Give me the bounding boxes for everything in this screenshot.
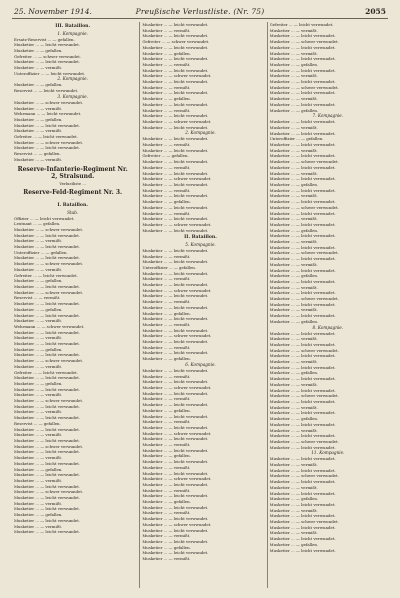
casualty-entry: Musketier ... — leicht verwundet. [269,233,336,239]
casualty-entry: Musketier ... — vermißt. [269,404,318,410]
casualty-entry: Musketier ... — leicht verwundet. [142,90,209,96]
casualty-entry: Gefreiter ... — leicht verwundet. [14,272,78,278]
casualty-entry: Gefreiter ... — schwer verwundet. [142,39,210,45]
casualty-entry: Musketier ... — schwer verwundet. [142,476,212,482]
casualty-entry: Musketier ... — schwer verwundet. [142,384,212,390]
casualty-entry: Musketier ... — leicht verwundet. [269,330,336,336]
casualty-entry: Musketier ... — gefallen. [14,306,63,312]
casualty-entry: Musketier ... — gefallen. [142,310,191,316]
casualty-entry: Musketier ... — leicht verwundet. [142,550,209,556]
casualty-entry: Musketier ... — leicht verwundet. [14,341,80,347]
casualty-entry: Musketier ... — leicht verwundet. [14,449,80,455]
casualty-entry: Musketier ... — gefallen. [142,96,191,102]
casualty-entry: Musketier ... — vermißt. [269,239,318,245]
casualty-entry: Unteroffizier ... — gefallen. [269,136,324,142]
casualty-entry: Musketier ... — leicht verwundet. [142,293,209,299]
casualty-entry: Musketier ... — vermißt. [269,427,318,433]
casualty-entry: Musketier ... — leicht verwundet. [14,517,80,523]
subsection-title: 1. Kompagnie. [57,30,88,36]
casualty-entry: Musketier ... — leicht verwundet. [14,403,80,409]
casualty-entry: Musketier ... — schwer verwundet. [269,204,339,210]
casualty-entry: Musketier ... — leicht verwundet. [142,447,209,453]
casualty-entry: Musketier ... — schwer verwundet. [14,289,84,295]
casualty-entry: Offizier ... — leicht verwundet. [14,215,75,221]
casualty-entry: Musketier ... — vermißt. [269,124,318,130]
casualty-entry: Musketier ... — leicht verwundet. [269,513,336,519]
casualty-entry: Musketier ... — gefallen. [269,541,319,547]
casualty-entry: Musketier ... — leicht verwundet. [14,59,80,65]
subsection-title: 6. Kompagnie. [185,361,216,367]
casualty-entry: Musketier ... — schwer verwundet. [14,261,84,267]
casualty-entry: Musketier ... — leicht verwundet. [142,436,209,442]
casualty-entry: Musketier ... — leicht verwundet. [269,278,336,284]
section-title: I. Bataillon. [57,203,88,209]
casualty-entry: Musketier ... — gefallen. [269,416,319,422]
casualty-entry: Musketier ... — vermißt. [269,216,318,222]
casualty-entry: Musketier ... — leicht verwundet. [142,147,209,153]
casualty-entry: Musketier ... — vermißt. [269,336,318,342]
casualty-entry: Ersatz-Reservist ... — gefallen. [14,36,75,42]
casualty-entry: Musketier ... — vermißt. [142,61,191,67]
casualty-entry: Musketier ... — vermißt. [14,156,63,162]
casualty-entry: Musketier ... — gefallen. [142,407,191,413]
header-number: (Nr. 75) [233,7,265,16]
casualty-entry: Musketier ... — leicht verwundet. [142,402,209,408]
casualty-entry: Musketier ... — leicht verwundet. [269,90,336,96]
header-title [12,6,388,18]
casualty-entry: Musketier ... — leicht verwundet. [142,33,209,39]
casualty-entry: Musketier ... — vermißt. [14,409,63,415]
regiment-title: Reserve-Infanterie-Regiment Nr. 2, Stralsund. [17,165,128,181]
casualty-entry: Musketier ... — vermißt. [14,363,63,369]
casualty-entry: Musketier ... — vermißt. [269,284,318,290]
casualty-entry: Musketier ... — leicht verwundet. [142,424,209,430]
casualty-entry: Musketier ... — vermißt. [14,477,63,483]
casualty-entry: Musketier ... — leicht verwundet. [269,119,336,125]
casualty-entry: Gefreiter ... — schwer verwundet. [14,53,81,59]
casualty-entry: Musketier ... — leicht verwundet. [14,312,80,318]
casualty-entry: Musketier ... — leicht verwundet. [142,56,209,62]
casualty-entry: Musketier ... — vermißt. [269,462,318,468]
casualty-entry: Musketier ... — vermißt. [269,193,318,199]
casualty-entry: Wehrmann ... — leicht verwundet. [14,111,82,117]
casualty-entry: Musketier ... — gefallen. [14,116,63,122]
casualty-entry: Musketier ... — vermißt. [14,318,63,324]
section-title: II. Bataillon. [184,235,217,241]
casualty-entry: Musketier ... — leicht verwundet. [142,379,209,385]
casualty-entry: Musketier ... — leicht verwundet. [269,479,336,485]
casualty-entry: Musketier ... — leicht verwundet. [269,130,336,136]
casualty-entry: Musketier ... — leicht verwundet. [142,367,209,373]
casualty-entry: Unteroffizier ... — leicht verwundet. [14,70,86,76]
casualty-entry: Musketier ... — schwer verwundet. [269,159,339,165]
casualty-entry: Musketier ... — leicht verwundet. [269,79,336,85]
casualty-entry: Musketier ... — schwer verwundet. [14,99,84,105]
casualty-entry: Musketier ... — leicht verwundet. [14,386,80,392]
casualty-entry: Musketier ... — leicht verwundet. [14,426,80,432]
casualty-entry: Musketier ... — vermißt. [269,50,318,56]
subsection-title: 2. Kompagnie. [57,76,88,82]
casualty-entry: Musketier ... — gefallen. [269,227,319,233]
casualty-entry: Musketier ... — gefallen. [14,278,63,284]
casualty-entry: Musketier ... — leicht verwundet. [14,483,80,489]
casualty-entry: Musketier ... — gefallen. [14,47,63,53]
casualty-entry: Wehrmann ... — schwer verwundet. [14,323,85,329]
casualty-entry: Musketier ... — gefallen. [142,199,191,205]
casualty-entry: Musketier ... — leicht verwundet. [14,329,80,335]
casualty-entry: Musketier ... — leicht verwundet. [269,547,336,553]
casualty-entry: Musketier ... — vermißt. [142,107,191,113]
casualty-entry: Musketier ... — schwer verwundet. [269,84,339,90]
casualty-entry: Musketier ... — gefallen. [14,512,63,518]
casualty-entry: Musketier ... — leicht verwundet. [269,56,336,62]
casualty-entry: Musketier ... — leicht verwundet. [269,536,336,542]
casualty-entry: Musketier ... — leicht verwundet. [142,527,209,533]
casualty-entry: Musketier ... — leicht verwundet. [269,501,336,507]
casualty-entry: Musketier ... — vermißt. [142,27,191,33]
text-columns [12,22,388,588]
casualty-entry: Musketier ... — leicht verwundet. [142,390,209,396]
casualty-entry: Musketier ... — vermißt. [142,396,191,402]
subsection-title: 8. Kompagnie. [312,324,344,330]
casualty-entry: Musketier ... — leicht verwundet. [142,327,209,333]
casualty-entry: Musketier ... — vermißt. [14,432,63,438]
casualty-entry: Musketier ... — leicht verwundet. [269,187,336,193]
casualty-entry: Musketier ... — gefallen. [269,61,319,67]
casualty-entry: Musketier ... — leicht verwundet. [14,122,80,128]
casualty-entry: Musketier ... — vermißt. [142,373,191,379]
casualty-entry: Musketier ... — leicht verwundet. [142,216,209,222]
casualty-entry: Reservist ... — leicht verwundet. [14,88,79,94]
casualty-entry: Musketier ... — vermißt. [14,392,63,398]
casualty-entry: Musketier ... — leicht verwundet. [14,375,80,381]
casualty-entry: Musketier ... — vermißt. [142,419,191,425]
casualty-entry: Musketier ... — vermißt. [142,510,191,516]
subsection-title: Stab. [67,209,79,215]
casualty-entry: Musketier ... — leicht verwundet. [14,506,80,512]
casualty-entry: Musketier ... — leicht verwundet. [269,199,336,205]
casualty-entry: Gefreiter ... — leicht verwundet. [14,134,78,140]
casualty-entry: Musketier ... — leicht verwundet. [142,259,209,265]
casualty-entry: Musketier ... — vermißt. [14,238,63,244]
section-title: III. Bataillon. [55,24,91,29]
casualty-entry: Musketier ... — leicht verwundet. [142,79,209,85]
casualty-entry: Musketier ... — leicht verwundet. [269,387,336,393]
casualty-entry: Musketier ... — leicht verwundet. [269,341,336,347]
casualty-entry: Musketier ... — leicht verwundet. [14,244,80,250]
casualty-entry: Musketier ... — leicht verwundet. [14,42,80,48]
casualty-entry: Musketier ... — vermißt. [269,261,318,267]
casualty-entry: Musketier ... — vermißt. [142,299,191,305]
casualty-entry: Musketier ... — vermißt. [142,344,191,350]
casualty-entry: Musketier ... — leicht verwundet. [142,204,209,210]
casualty-entry: Musketier ... — leicht verwundet. [14,437,80,443]
casualty-entry: Musketier ... — leicht verwundet. [14,284,80,289]
regiment-title: Reserve-Feld-Regiment Nr. 3. [23,188,123,196]
casualty-entry: Musketier ... — schwer verwundet. [269,296,339,302]
casualty-entry: Musketier ... — vermißt. [269,27,318,33]
casualty-entry: Musketier ... — leicht verwundet. [269,364,336,370]
casualty-entry: Musketier ... — leicht verwundet. [142,227,209,233]
casualty-entry: Musketier ... — schwer verwundet. [269,473,339,479]
casualty-entry: Musketier ... — vermißt. [142,556,191,562]
casualty-entry: Musketier ... — leicht verwundet. [269,44,336,50]
casualty-entry: Musketier ... — schwer verwundet. [142,118,212,124]
casualty-entry: Leutnant ... — gefallen. [14,221,61,227]
header-date: 25. November 1914. [14,7,92,16]
casualty-entry: Musketier ... — gefallen. [14,380,63,386]
casualty-entry: Musketier ... — leicht verwundet. [142,459,209,465]
casualty-entry: Musketier ... — schwer verwundet. [142,221,212,227]
casualty-entry: Musketier ... — leicht verwundet. [142,22,209,27]
casualty-entry: Musketier ... — leicht verwundet. [142,170,209,176]
casualty-entry: Musketier ... — schwer verwundet. [269,438,339,444]
casualty-entry: Musketier ... — leicht verwundet. [14,255,80,261]
header-title-text: Preußische Verlustliste. [135,7,231,16]
header-page-number: 2055 [365,7,386,16]
casualty-entry: Musketier ... — schwer verwundet. [142,73,212,79]
casualty-entry: Musketier ... — schwer verwundet. [269,250,339,256]
regiment-subtitle: Verlustliste ... [59,180,86,186]
casualty-entry: Musketier ... — leicht verwundet. [269,376,336,382]
casualty-entry: Musketier ... — gefallen. [14,82,63,88]
subsection-title: 5. Kompagnie. [185,241,216,247]
casualty-entry: Musketier ... — schwer verwundet. [142,333,212,339]
casualty-entry: Musketier ... — schwer verwundet. [14,139,84,145]
casualty-entry: Musketier ... — vermißt. [269,96,318,102]
casualty-entry: Musketier ... — leicht verwundet. [269,399,336,404]
casualty-entry: Musketier ... — vermißt. [142,487,191,493]
casualty-entry: Musketier ... — leicht verwundet. [269,524,336,530]
casualty-entry: Musketier ... — leicht verwundet. [269,176,336,182]
casualty-entry: Unteroffizier ... — gefallen. [142,264,197,270]
casualty-entry: Musketier ... — leicht verwundet. [269,142,336,148]
casualty-entry: Musketier ... — gefallen. [142,499,191,505]
casualty-entry: Musketier ... — schwer verwundet. [14,398,84,404]
casualty-entry: Musketier ... — vermißt. [14,65,63,71]
casualty-entry: Musketier ... — vermißt. [269,381,318,387]
casualty-entry: Musketier ... — leicht verwundet. [269,456,336,462]
casualty-entry: Gefreiter ... — leicht verwundet. [269,22,334,27]
casualty-entry: Musketier ... — leicht verwundet. [269,490,336,496]
casualty-entry: Musketier ... — leicht verwundet. [269,153,336,159]
subsection-title: 11. Kompagnie. [311,450,345,456]
casualty-entry: Musketier ... — schwer verwundet. [269,39,339,45]
casualty-entry: Musketier ... — leicht verwundet. [14,415,80,421]
casualty-entry: Musketier ... — schwer verwundet. [269,347,339,353]
casualty-entry: Musketier ... — vermißt. [142,533,191,539]
casualty-entry: Musketier ... — leicht verwundet. [142,124,209,130]
casualty-entry: Musketier ... — leicht verwundet. [142,339,209,345]
casualty-entry: Musketier ... — leicht verwundet. [142,181,209,187]
casualty-entry: Musketier ... — vermißt. [14,266,63,272]
casualty-entry: Musketier ... — gefallen. [269,273,319,279]
casualty-entry: Musketier ... — leicht verwundet. [269,444,336,450]
casualty-entry: Musketier ... — leicht verwundet. [269,256,336,262]
subsection-title: 2. Kompagnie. [185,130,216,136]
casualty-entry: Reservist ... — gefallen. [14,151,61,157]
casualty-entry: Musketier ... — gefallen. [14,346,63,352]
casualty-entry: Musketier ... — leicht verwundet. [269,210,336,216]
casualty-entry: Musketier ... — schwer verwundet. [142,287,212,293]
casualty-entry: Musketier ... — leicht verwundet. [269,101,336,107]
casualty-entry: Musketier ... — leicht verwundet. [269,410,336,416]
casualty-entry: Musketier ... — vermißt. [142,276,191,282]
casualty-entry: Musketier ... — leicht verwundet. [269,290,336,296]
casualty-entry: Reservist ... — vermißt. [14,295,61,301]
subsection-title: 7. Kompagnie. [312,113,344,119]
casualty-entry: Musketier ... — leicht verwundet. [269,33,336,39]
casualty-entry: Musketier ... — leicht verwundet. [14,495,80,501]
casualty-entry: Musketier ... — gefallen. [14,466,63,472]
casualty-entry: Musketier ... — leicht verwundet. [142,538,209,544]
casualty-entry: Musketier ... — leicht verwundet. [142,136,209,142]
casualty-entry: Musketier ... — schwer verwundet. [142,430,212,436]
casualty-entry: Musketier ... — leicht verwundet. [14,472,80,478]
casualty-entry: Musketier ... — leicht verwundet. [269,467,336,473]
casualty-entry: Musketier ... — leicht verwundet. [14,232,80,238]
casualty-entry: Musketier ... — vermißt. [142,164,191,170]
casualty-entry: Musketier ... — leicht verwundet. [269,353,336,359]
casualty-entry: Musketier ... — gefallen. [142,356,191,362]
casualty-entry: Musketier ... — gefallen. [269,107,319,113]
column-right [267,22,388,588]
casualty-entry: Musketier ... — gefallen. [142,50,191,56]
casualty-entry: Musketier ... — vermißt. [14,128,63,134]
casualty-entry: Musketier ... — vermißt. [142,442,191,448]
casualty-entry: Musketier ... — vermißt. [142,464,191,470]
casualty-entry: Musketier ... — vermißt. [142,210,191,216]
casualty-entry: Musketier ... — vermißt. [14,455,63,461]
casualty-entry: Musketier ... — schwer verwundet. [142,521,212,527]
casualty-entry: Musketier ... — vermißt. [14,500,63,506]
page-header [12,6,388,19]
casualty-entry: Musketier ... — leicht verwundet. [142,44,209,50]
casualty-entry: Musketier ... — gefallen. [269,318,319,324]
casualty-entry: Musketier ... — gefallen. [142,544,191,550]
casualty-entry: Musketier ... — leicht verwundet. [269,267,336,273]
casualty-entry: Musketier ... — vermißt. [142,84,191,90]
casualty-entry: Gefreiter ... — leicht verwundet. [14,369,78,375]
casualty-entry: Musketier ... — leicht verwundet. [142,413,209,419]
casualty-entry: Musketier ... — leicht verwundet. [269,301,336,307]
casualty-entry: Musketier ... — schwer verwundet. [14,358,84,364]
casualty-entry: Musketier ... — leicht verwundet. [142,350,209,356]
casualty-entry: Musketier ... — vermißt. [269,147,318,153]
casualty-entry: Musketier ... — leicht verwundet. [14,352,80,358]
casualty-entry: Musketier ... — schwer verwundet. [269,393,339,399]
casualty-entry: Musketier ... — leicht verwundet. [142,316,209,322]
casualty-entry: Musketier ... — leicht verwundet. [142,193,209,199]
casualty-entry: Musketier ... — leicht verwundet. [142,247,209,253]
casualty-entry: Musketier ... — leicht verwundet. [142,113,209,119]
casualty-entry: Musketier ... — vermißt. [142,321,191,327]
casualty-entry: Musketier ... — schwer verwundet. [142,176,212,182]
casualty-entry: Musketier ... — leicht verwundet. [269,221,336,227]
casualty-entry: Musketier ... — leicht verwundet. [269,433,336,439]
column-left [12,22,133,588]
casualty-entry: Musketier ... — vermißt. [14,335,63,341]
casualty-entry: Musketier ... — leicht verwundet. [142,470,209,476]
subsection-title: 3. Kompagnie. [57,93,88,99]
casualty-entry: Musketier ... — vermißt. [142,253,191,259]
casualty-entry: Musketier ... — leicht verwundet. [14,529,80,535]
casualty-entry: Musketier ... — gefallen. [142,453,191,459]
casualty-entry: Musketier ... — vermißt. [269,530,318,536]
casualty-entry: Musketier ... — gefallen. [269,181,319,187]
casualty-entry: Musketier ... — vermißt. [269,484,318,490]
regiment-subtitle: ... [70,196,75,202]
casualty-entry: Musketier ... — schwer verwundet. [14,489,84,495]
casualty-entry: Musketier ... — leicht verwundet. [142,270,209,276]
casualty-entry: Musketier ... — schwer verwundet. [269,519,339,525]
casualty-entry: Musketier ... — schwer verwundet. [14,443,84,449]
casualty-entry: Musketier ... — vermißt. [142,187,191,193]
casualty-entry: Musketier ... — leicht verwundet. [142,159,209,165]
casualty-entry: Musketier ... — vermißt. [269,307,318,313]
casualty-entry: Musketier ... — leicht verwundet. [14,145,80,151]
casualty-entry: Musketier ... — leicht verwundet. [142,504,209,510]
casualty-entry: Musketier ... — vermißt. [269,359,318,365]
casualty-entry: Musketier ... — leicht verwundet. [142,67,209,73]
casualty-entry: Musketier ... — vermißt. [269,73,318,79]
casualty-entry: Musketier ... — gefallen. [269,496,319,502]
casualty-entry: Musketier ... — leicht verwundet. [14,301,80,307]
casualty-entry: Musketier ... — leicht verwundet. [142,516,209,522]
casualty-entry: Musketier ... — leicht verwundet. [142,304,209,310]
casualty-entry: Musketier ... — leicht verwundet. [269,313,336,319]
casualty-entry: Musketier ... — vermißt. [269,507,318,513]
casualty-entry: Unteroffizier ... — gefallen. [14,249,68,255]
casualty-entry: Musketier ... — vermißt. [142,142,191,148]
casualty-entry: Musketier ... — vermißt. [14,105,63,111]
casualty-entry: Musketier ... — leicht verwundet. [14,460,80,466]
casualty-entry: Musketier ... — gefallen. [269,370,319,376]
casualty-entry: Gefreiter ... — gefallen. [142,153,189,159]
casualty-entry: Musketier ... — leicht verwundet. [269,164,336,170]
casualty-entry: Musketier ... — leicht verwundet. [142,101,209,107]
casualty-entry: Musketier ... — schwer verwundet. [14,226,84,232]
casualty-entry: Musketier ... — vermißt. [14,523,63,529]
casualty-entry: Musketier ... — leicht verwundet. [269,244,336,250]
casualty-entry: Musketier ... — leicht verwundet. [142,493,209,499]
column-middle [139,22,260,588]
casualty-entry: Musketier ... — leicht verwundet. [142,481,209,487]
casualty-entry: Reservist ... — gefallen. [14,420,61,426]
casualty-entry: Musketier ... — leicht verwundet. [269,421,336,427]
casualty-entry: Musketier ... — leicht verwundet. [269,67,336,73]
casualty-entry: Musketier ... — leicht verwundet. [142,282,209,288]
casualty-entry: Musketier ... — vermißt. [269,170,318,176]
